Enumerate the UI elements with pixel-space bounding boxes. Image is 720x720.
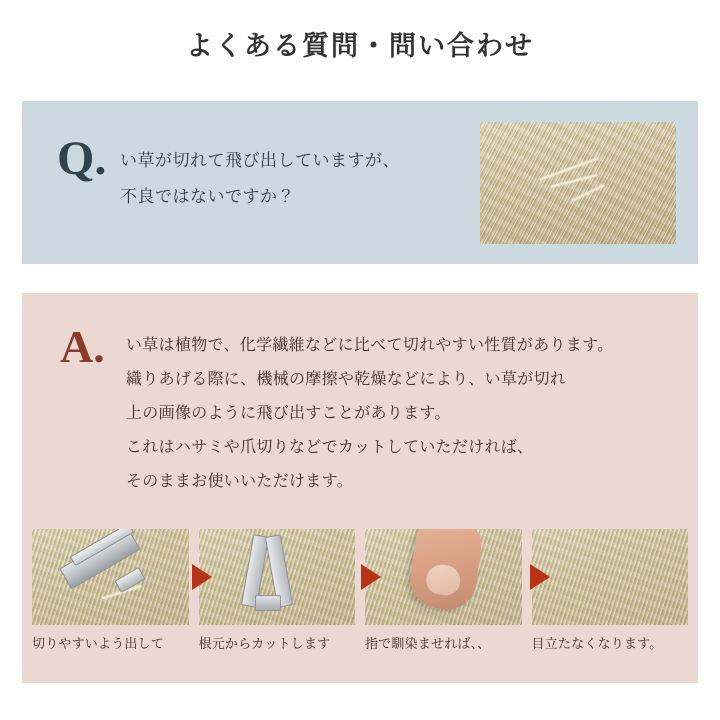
answer-line-5: そのままお使いいただけます。: [126, 473, 353, 490]
answer-line-1: い草は植物で、化学繊維などに比べて切れやすい性質があります。: [126, 337, 614, 354]
question-text: [120, 143, 490, 215]
step-caption-4: 目立たなくなります。: [531, 636, 663, 651]
step-caption-1: 切りやすいよう出して: [32, 636, 165, 651]
arrow-right-icon: [530, 564, 550, 590]
question-line-1: い草が切れて飛び出していますが、: [120, 151, 400, 170]
page-title: よくある質問・問い合わせ: [186, 31, 534, 61]
nail-clipper-tip-icon: [255, 595, 281, 611]
answer-block: [22, 293, 698, 683]
step-caption-row: [32, 633, 688, 652]
tatami-texture: [532, 529, 689, 625]
step-image-2: [199, 529, 356, 625]
arrow-right-icon: [361, 564, 381, 590]
step-caption-2: 根元からカットします: [198, 636, 331, 651]
answer-line-2: 織りあげる際に、機械の摩擦や乾燥などにより、い草が切れ: [126, 371, 567, 388]
question-marker: Q.: [57, 132, 107, 185]
question-line-2: 不良ではないですか？: [120, 187, 295, 206]
step-image-1: [32, 529, 189, 625]
answer-line-4: これはハサミや爪切りなどでカットしていただければ、: [126, 439, 534, 456]
arrow-right-icon: [192, 564, 212, 590]
tatami-texture: [480, 122, 676, 244]
step-image-4: [532, 529, 689, 625]
step-image-3: [365, 529, 522, 625]
question-block: [22, 101, 698, 264]
question-photo: [480, 122, 676, 244]
answer-line-3: 上の画像のように飛び出すことがあります。: [126, 405, 451, 422]
fingernail-icon: [424, 563, 462, 597]
answer-marker: A.: [60, 321, 105, 372]
step-caption-3: 指で馴染ませれば、、: [365, 636, 491, 651]
step-image-strip: [32, 529, 688, 625]
answer-text: [126, 329, 678, 499]
